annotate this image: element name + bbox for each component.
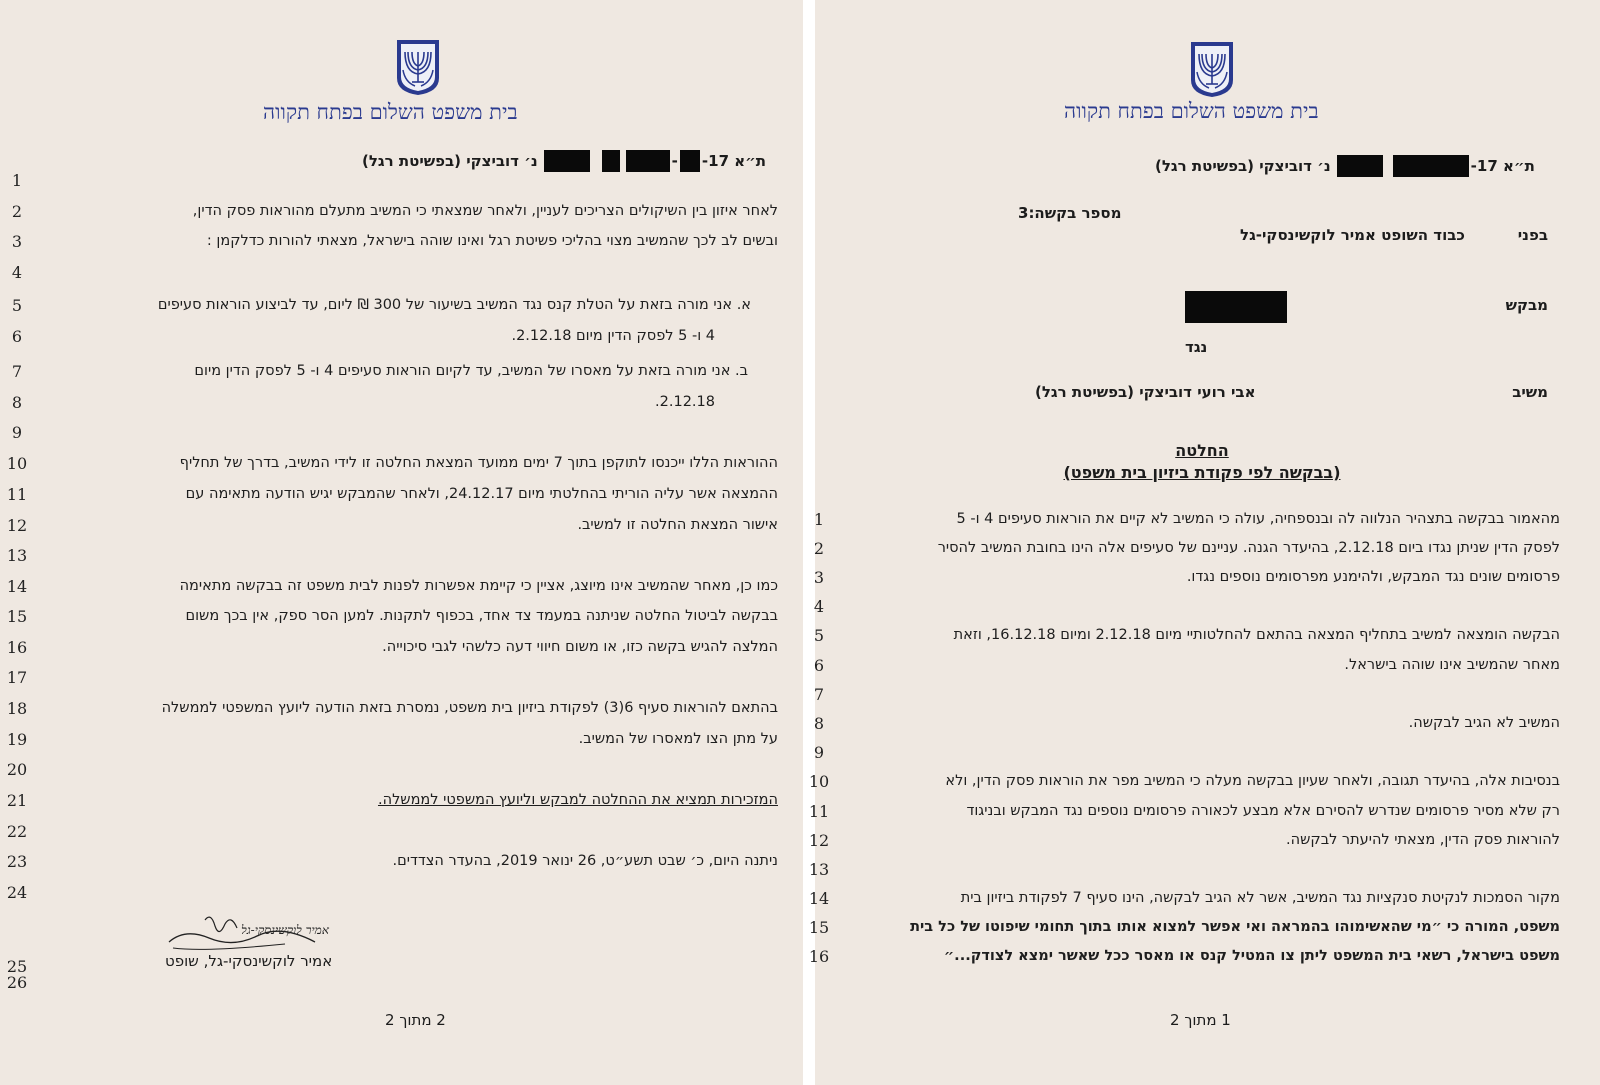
redaction-block: [544, 150, 590, 172]
text-line: בנסיבות אלה, בהיעדר תגובה, ולאחר שעיון בבקשה מעלה כי המשיב מפר את הוראות פסק הדין, ולא: [945, 773, 1560, 789]
document-page-1: [808, 0, 1600, 1085]
court-title: בית משפט השלום בפתח תקווה: [1064, 99, 1319, 123]
line-number: 23: [6, 852, 28, 871]
signature-script: אמיר לוקשינסקי-גל: [241, 923, 329, 937]
case-prefix: ת״א 17-: [701, 152, 767, 170]
text-line: על מתן הצו למאסרו של המשיב.: [578, 731, 778, 747]
line-number: 14: [6, 577, 28, 596]
text-line: כמו כן, מאחר שהמשיב אינו מיוצג, אציין כי קיימת אפשרות לפנות לבית משפט זה בבקשה מתאימה: [179, 578, 778, 594]
text-line: מהאמור בבקשה בתצהיר הנלווה לה ובנספחיה, עולה כי המשיב לא קיים את הוראות סעיפים 4 ו- 5: [956, 511, 1560, 527]
line-number: 21: [6, 791, 28, 810]
case-prefix: ת״א 17-: [1470, 157, 1535, 175]
line-number: 1: [813, 510, 825, 529]
line-number: 15: [6, 607, 28, 626]
state-emblem-icon: [1189, 40, 1235, 98]
redaction-block: [680, 150, 700, 172]
line-number: 8: [813, 714, 825, 733]
text-line: ניתנה היום, כ׳ שבט תשע״ט, 26 ינואר 2019, בהעדר הצדדים.: [392, 853, 778, 869]
respondent-name: אבי רועי דוביצקי (בפשיטת רגל): [1035, 383, 1256, 401]
decision-subtitle: (בבקשה לפי פקודת ביזיון בית משפט): [1063, 463, 1341, 482]
line-number: 9: [813, 743, 825, 762]
signature: [165, 908, 329, 956]
applicant-name-redacted: [1185, 291, 1287, 323]
text-line: לאחר איזון בין השיקולים הצריכים לעניין, ולאחר שמצאתי כי המשיב מתעלם מהוראות פסק הדין,: [192, 203, 778, 219]
line-number: 25: [6, 957, 28, 976]
text-line: 4 ו- 5 לפסק הדין מיום 2.12.18.: [511, 328, 715, 344]
line-number: 4: [11, 263, 23, 282]
line-number: 3: [813, 568, 825, 587]
line-number: 11: [6, 485, 28, 504]
text-line: 2.12.18.: [655, 394, 715, 410]
case-parties: נ׳ דוביצקי (בפשיטת רגל): [362, 152, 538, 170]
text-line: ובשים לב לכך שהמשיב מצוי בהליכי פשיטת רגל ואינו שוהה בישראל, מצאתי להורות כדלקמן :: [206, 233, 778, 249]
line-number: 13: [808, 860, 830, 879]
text-line: בבקשה לביטול החלטה שניתנה במעמד צד אחד, בכפוף לתקנות. למען הסר ספק, אין בכך משום: [185, 608, 778, 624]
line-number: 19: [6, 730, 28, 749]
text-line: מאחר שהמשיב אינו שוהה בישראל.: [1344, 657, 1560, 673]
line-number: 15: [808, 918, 830, 937]
line-number: 16: [6, 638, 28, 657]
request-number: מספר בקשה:3: [1018, 204, 1122, 222]
case-parties: נ׳ דוביצקי (בפשיטת רגל): [1155, 157, 1331, 175]
text-line: מקור הסמכות לנקיטת סנקציות נגד המשיב, אשר לא הגיב לבקשה, הינו סעיף 7 לפקודת ביזיון בית: [960, 890, 1560, 906]
text-line: פרסומים שונים נגד המבקש, ולהימנע מפרסומים נוספים נגדו.: [1186, 569, 1560, 585]
case-header: [1155, 155, 1535, 177]
line-number: 7: [11, 362, 23, 381]
page-footer: 1 מתוך 2: [1170, 1011, 1231, 1029]
line-number: 5: [11, 296, 23, 315]
line-number: 4: [813, 597, 825, 616]
line-number: 3: [11, 232, 23, 251]
judge-signature-name: אמיר לוקשינסקי-גל, שופט: [165, 952, 333, 970]
text-line: הבקשה הומצאה למשיב בתחליף המצאה בהתאם להחלטותיי מיום 2.12.18 ומיום 16.12.18, וזאת: [953, 627, 1560, 643]
text-line: להוראות פסק הדין, מצאתי להיעתר לבקשה.: [1286, 832, 1560, 848]
text-line: ב. אני מורה בזאת על מאסרו של המשיב, עד לקיום הוראות סעיפים 4 ו- 5 לפסק הדין מיום: [194, 363, 748, 379]
line-number: 6: [11, 327, 23, 346]
redaction-block: [1393, 155, 1469, 177]
line-number: 26: [6, 973, 28, 992]
line-number: 10: [808, 772, 830, 791]
line-number: 17: [6, 668, 28, 687]
text-line: המלצה להגיש בקשה כזו, או משום חיווי דעה כלשהי לגבי סיכוייה.: [382, 639, 778, 655]
text-line: א. אני מורה בזאת על הטלת קנס נגד המשיב בשיעור של 300 ₪ ליום, עד לביצוע הוראות סעיפים: [157, 297, 751, 313]
text-line: לפסק הדין שניתן נגדו ביום 2.12.18, בהיעדר הגנה. עניינם של סעיפים אלה הינו בחובת המשיב להסיר: [937, 540, 1560, 556]
state-emblem-icon: [395, 38, 441, 96]
page-footer: 2 מתוך 2: [385, 1011, 446, 1029]
line-number: 12: [808, 831, 830, 850]
line-number: 12: [6, 516, 28, 535]
text-line: המשיב לא הגיב לבקשה.: [1408, 715, 1560, 731]
line-number: 6: [813, 656, 825, 675]
line-number: 16: [808, 947, 830, 966]
before-label: בפני: [1517, 226, 1548, 244]
line-number: 24: [6, 883, 28, 902]
applicant-label: מבקש: [1505, 296, 1548, 314]
judge-line: כבוד השופט אמיר לוקשינסקי-גל: [1240, 226, 1465, 244]
text-line: רק שלא מסיר פרסומים שנדרש להסירם אלא מבצע לכאורה פרסומים נוספים נגד המבקש ובניגוד: [966, 803, 1560, 819]
line-number: 7: [813, 685, 825, 704]
redaction-block: [1337, 155, 1383, 177]
text-line: משפט בישראל, רשאי בית המשפט ליתן צו המטיל קנס או מאסר ככל שאשר ימצא לצודק...״: [943, 948, 1560, 964]
line-number: 10: [6, 454, 28, 473]
line-number: 9: [11, 423, 23, 442]
redaction-block: [602, 150, 620, 172]
versus-label: נגד: [1185, 338, 1208, 356]
text-line: בהתאם להוראות סעיף 6(3) לפקודת ביזיון בית משפט, נמסרת בזאת הודעה ליועץ המשפטי לממשלה: [161, 700, 778, 716]
text-line: משפט, המורה כי ״מי שהאשימוהו בהמראה ואי אפשר למצוא אותו בתוך תחומי שיפוטו של כל בית: [910, 919, 1560, 935]
court-title: בית משפט השלום בפתח תקווה: [263, 100, 518, 124]
respondent-label: משיב: [1512, 383, 1548, 401]
line-number: 22: [6, 822, 28, 841]
text-line: ההמצאה אשר עליה הוריתי בהחלטתי מיום 24.12.17, ולאחר שהמבקש יגיש הודעה מתאימה עם: [185, 486, 778, 502]
line-number: 20: [6, 760, 28, 779]
line-number: 14: [808, 889, 830, 908]
line-number: 2: [11, 202, 23, 221]
text-line: ההוראות הללו ייכנסו לתוקפן בתוך 7 ימים ממועד המצאת החלטה זו לידי המשיב, בדרך של תחליף: [179, 455, 778, 471]
text-line: המזכירות תמציא את ההחלטה למבקש וליועץ המשפטי לממשלה.: [377, 792, 778, 808]
text-line: אישור המצאת החלטה זו למשיב.: [577, 517, 778, 533]
line-number: 18: [6, 699, 28, 718]
line-number: 2: [813, 539, 825, 558]
line-number: 13: [6, 546, 28, 565]
case-header: ת״א 17- - נ׳ דוביצקי (בפשיטת רגל): [362, 152, 767, 170]
line-number: 5: [813, 626, 825, 645]
line-number: 1: [11, 171, 23, 190]
redaction-block: [626, 150, 670, 172]
line-number: 11: [808, 802, 830, 821]
decision-title: החלטה: [1175, 441, 1229, 460]
line-number: 8: [11, 393, 23, 412]
